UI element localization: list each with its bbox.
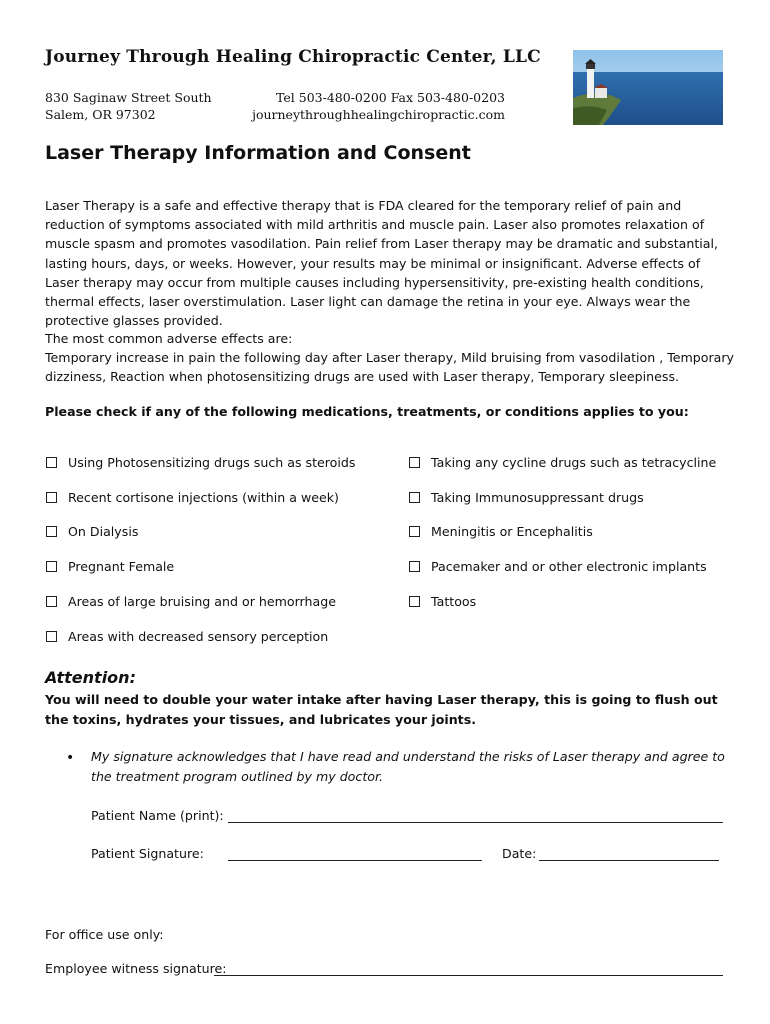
checkbox[interactable] xyxy=(46,561,57,572)
checkbox[interactable] xyxy=(409,596,420,607)
witness-signature-field[interactable] xyxy=(214,975,723,976)
checklist-item[interactable] xyxy=(409,594,476,609)
checkbox[interactable] xyxy=(46,596,57,607)
checkbox[interactable] xyxy=(409,457,420,468)
lighthouse-photo-icon xyxy=(573,50,723,125)
checklist-label: Pacemaker and or other electronic implants xyxy=(431,559,707,574)
attention-title: Attention: xyxy=(45,668,136,687)
adverse-effects-list: Temporary increase in pain the following day after Laser therapy, Mild bruising from vasodilation , Temporary dizziness, Reaction when photosensitizing drugs are used with Laser therapy, Temporary sleepiness. xyxy=(45,350,734,385)
checklist-label: Recent cortisone injections (within a week) xyxy=(68,490,339,505)
adverse-effects-section xyxy=(45,329,735,387)
office-use-label: For office use only: xyxy=(45,927,164,942)
date-field[interactable] xyxy=(539,860,719,861)
checklist-label: Pregnant Female xyxy=(68,559,175,574)
checklist-item[interactable] xyxy=(46,594,336,609)
checklist-label: Using Photosensitizing drugs such as steroids xyxy=(68,455,356,470)
document-title: Laser Therapy Information and Consent xyxy=(45,142,471,164)
address-line-1: 830 Saginaw Street South xyxy=(45,90,212,105)
patient-signature-label: Patient Signature: xyxy=(91,846,204,861)
witness-signature-label: Employee witness signature: xyxy=(45,961,227,976)
phone-fax: Tel 503-480-0200 Fax 503-480-0203 xyxy=(276,90,505,105)
checklist-label: Taking any cycline drugs such as tetracycline xyxy=(431,455,717,470)
checklist-item[interactable] xyxy=(409,559,707,574)
checklist-item[interactable] xyxy=(409,524,593,539)
checklist-item[interactable] xyxy=(46,455,355,470)
patient-name-label: Patient Name (print): xyxy=(91,808,224,823)
patient-name-field[interactable] xyxy=(228,822,723,823)
checklist-item[interactable] xyxy=(46,524,138,539)
patient-signature-field[interactable] xyxy=(228,860,482,861)
checkbox[interactable] xyxy=(409,526,420,537)
checkbox[interactable] xyxy=(46,631,57,642)
checkbox[interactable] xyxy=(409,561,420,572)
checklist-label: Meningitis or Encephalitis xyxy=(431,524,593,539)
acknowledgment-text: My signature acknowledges that I have read and understand the risks of Laser therapy and agree to the treatment program outlined by my doctor. xyxy=(91,749,725,784)
checklist-label: Tattoos xyxy=(431,594,477,609)
checklist-item[interactable] xyxy=(409,455,716,470)
adverse-effects-heading: The most common adverse effects are: xyxy=(45,331,293,346)
address-line-2: Salem, OR 97302 xyxy=(45,107,156,122)
checkbox[interactable] xyxy=(46,457,57,468)
checklist-item[interactable] xyxy=(46,490,339,505)
checklist-heading: Please check if any of the following medications, treatments, or conditions applies to you: xyxy=(45,404,689,419)
checklist-label: Areas with decreased sensory perception xyxy=(68,629,329,644)
checklist-item[interactable] xyxy=(46,629,328,644)
intro-paragraph: Laser Therapy is a safe and effective therapy that is FDA cleared for the temporary relief of pain and reduction of symptoms associated with mild arthritis and muscle pain. Laser also promotes relaxation of muscle spasm and promotes vasodilation. Pain relief from Laser therapy may be dramatic and substantial, lasting hours, days, or weeks. However, your results may be minimal or insignificant. Adverse effects of Laser therapy may occur from multiple causes including hypersensitivity, pre-existing health conditions, thermal effects, laser overstimulation. Laser light can damage the retina in your eye. Always wear the protective glasses provided. xyxy=(45,198,719,329)
attention-text: You will need to double your water intake after having Laser therapy, this is going to flush out the toxins, hydrates your tissues, and lubricates your joints. xyxy=(45,692,718,727)
checklist-label: Taking Immunosuppressant drugs xyxy=(431,490,644,505)
date-label: Date: xyxy=(502,846,537,861)
bullet-icon: • xyxy=(66,750,75,766)
checkbox[interactable] xyxy=(46,526,57,537)
clinic-address xyxy=(45,89,212,123)
checklist-item[interactable] xyxy=(46,559,174,574)
checklist-label: On Dialysis xyxy=(68,524,139,539)
clinic-contact xyxy=(252,89,505,123)
checklist-item[interactable] xyxy=(409,490,644,505)
website: journeythroughhealingchiropractic.com xyxy=(252,107,505,122)
checklist-label: Areas of large bruising and or hemorrhage xyxy=(68,594,336,609)
checkbox[interactable] xyxy=(46,492,57,503)
clinic-name: Journey Through Healing Chiropractic Center, LLC xyxy=(45,47,541,67)
checkbox[interactable] xyxy=(409,492,420,503)
